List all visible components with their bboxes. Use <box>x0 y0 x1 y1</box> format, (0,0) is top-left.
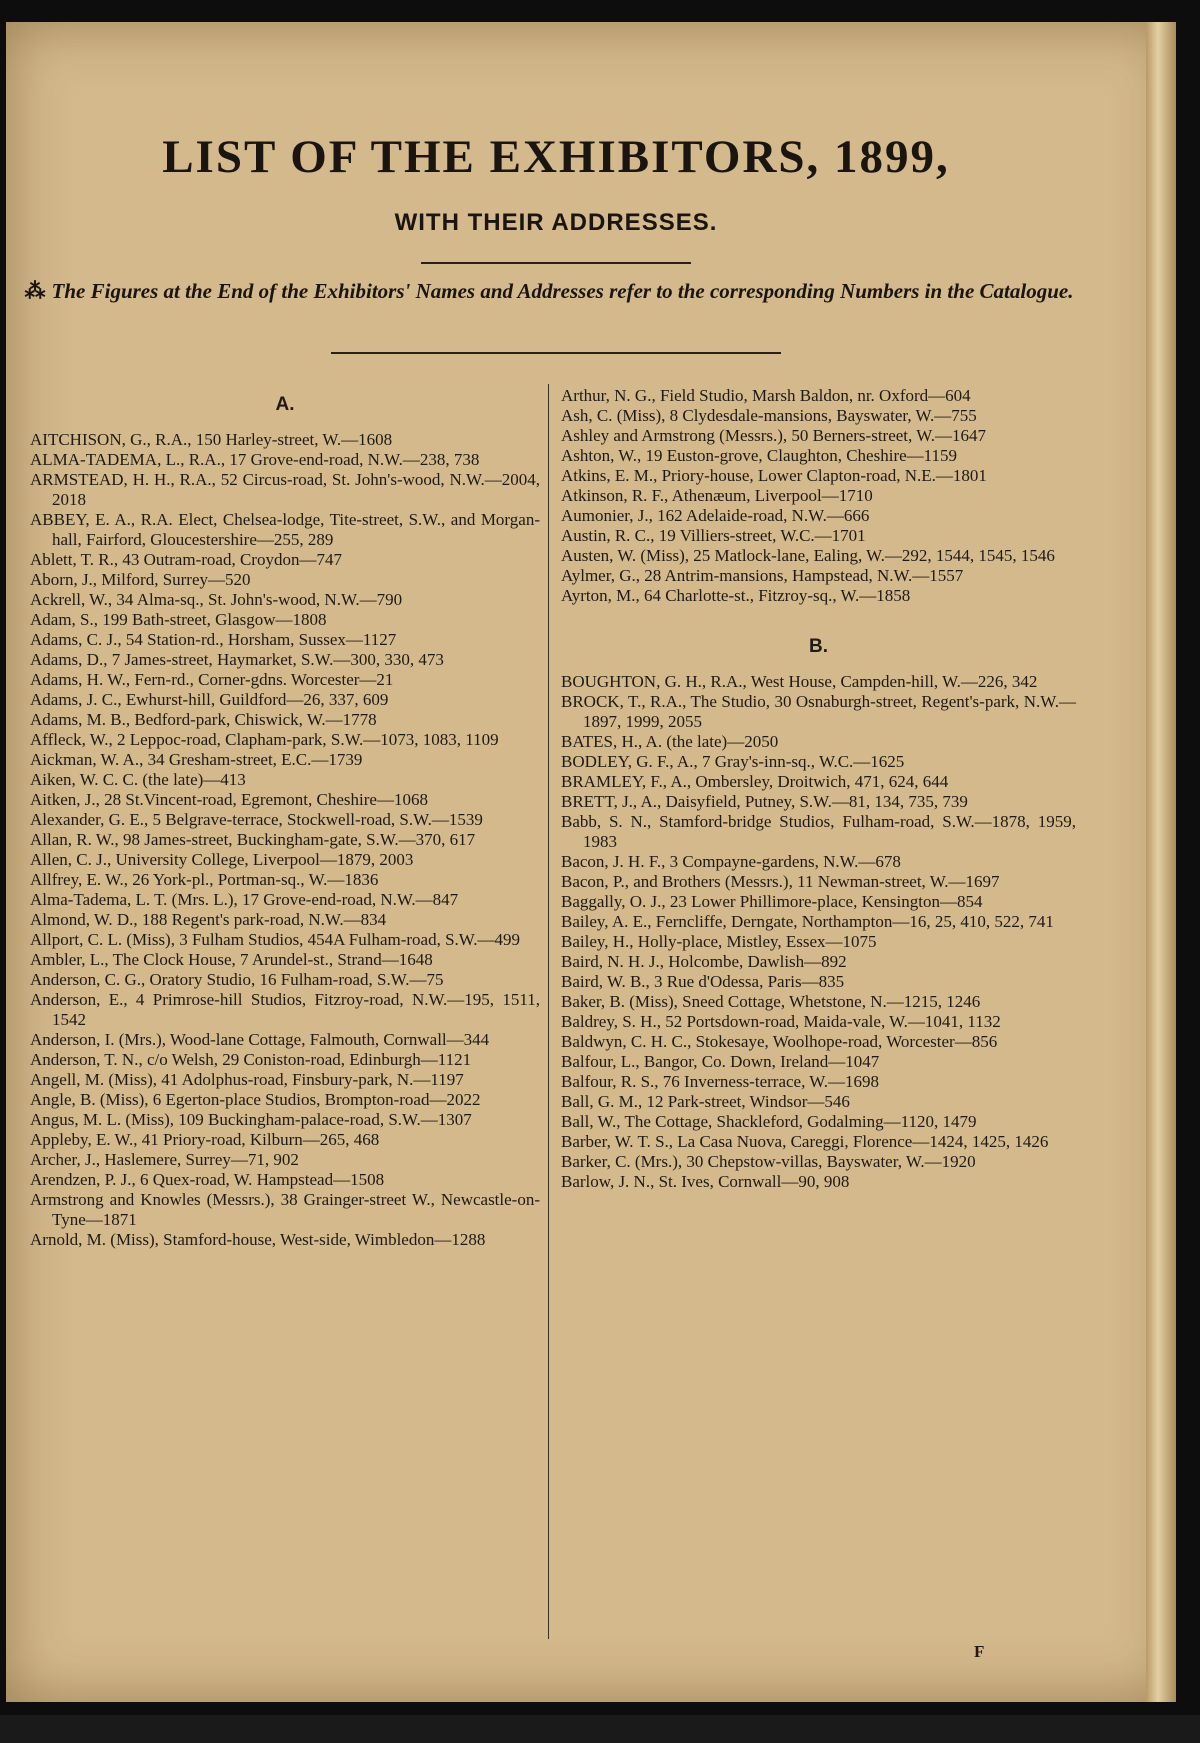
exhibitor-entry: Aickman, W. A., 34 Gresham-street, E.C.—1739 <box>30 750 363 769</box>
exhibitor-entry: Adams, C. J., 54 Station-rd., Horsham, Sussex—1127 <box>30 630 397 649</box>
exhibitor-entry: Baldwyn, C. H. C., Stokesaye, Woolhope-road, Worcester—856 <box>561 1032 998 1051</box>
exhibitor-entry: Anderson, T. N., c/o Welsh, 29 Coniston-road, Edinburgh—1121 <box>30 1050 472 1069</box>
exhibitor-entry: Ambler, L., The Clock House, 7 Arundel-st., Strand—1648 <box>30 950 433 969</box>
exhibitor-entry: BRAMLEY, F., A., Ombersley, Droitwich, 471, 624, 644 <box>561 772 949 791</box>
exhibitor-entry: Ashley and Armstrong (Messrs.), 50 Berners-street, W.—1647 <box>561 426 986 445</box>
exhibitor-entry: Almond, W. D., 188 Regent's park-road, N.W.—834 <box>30 910 387 929</box>
note-rule <box>331 352 781 354</box>
exhibitor-entry: Anderson, C. G., Oratory Studio, 16 Fulham-road, S.W.—75 <box>30 970 444 989</box>
exhibitor-entry: Baird, W. B., 3 Rue d'Odessa, Paris—835 <box>561 972 845 991</box>
exhibitor-entry: AITCHISON, G., R.A., 150 Harley-street, W.—1608 <box>30 430 393 449</box>
left-column <box>30 394 540 1250</box>
exhibitor-list-b <box>561 672 1076 1192</box>
exhibitor-entry: Appleby, E. W., 41 Priory-road, Kilburn—265, 468 <box>30 1130 380 1149</box>
exhibitor-entry: Baggally, O. J., 23 Lower Phillimore-place, Kensington—854 <box>561 892 983 911</box>
exhibitor-entry: Babb, S. N., Stamford-bridge Studios, Fulham-road, S.W.—1878, 1959, 1983 <box>561 812 1076 851</box>
exhibitor-entry: Ash, C. (Miss), 8 Clydesdale-mansions, Bayswater, W.—755 <box>561 406 977 425</box>
exhibitor-entry: Austin, R. C., 19 Villiers-street, W.C.—1701 <box>561 526 866 545</box>
page-title: LIST OF THE EXHIBITORS, 1899, <box>162 131 950 183</box>
exhibitor-entry: Arnold, M. (Miss), Stamford-house, West-side, Wimbledon—1288 <box>30 1230 486 1249</box>
right-column <box>561 386 1076 1192</box>
exhibitor-entry: ALMA-TADEMA, L., R.A., 17 Grove-end-road, N.W.—238, 738 <box>30 450 480 469</box>
exhibitor-entry: Adam, S., 199 Bath-street, Glasgow—1808 <box>30 610 327 629</box>
exhibitor-entry: Balfour, R. S., 76 Inverness-terrace, W.—1698 <box>561 1072 880 1091</box>
exhibitor-entry: Atkinson, R. F., Athenæum, Liverpool—1710 <box>561 486 873 505</box>
exhibitor-entry: Atkins, E. M., Priory-house, Lower Clapton-road, N.E.—1801 <box>561 466 987 485</box>
exhibitor-entry: Bacon, P., and Brothers (Messrs.), 11 Newman-street, W.—1697 <box>561 872 1000 891</box>
exhibitor-entry: Barlow, J. N., St. Ives, Cornwall—90, 908 <box>561 1172 850 1191</box>
asterism-icon: ⁂ <box>24 279 46 303</box>
exhibitor-entry: BRETT, J., A., Daisyfield, Putney, S.W.—81, 134, 735, 739 <box>561 792 968 811</box>
exhibitor-entry: Adams, J. C., Ewhurst-hill, Guildford—26, 337, 609 <box>30 690 389 709</box>
bottom-band <box>0 1715 1200 1743</box>
exhibitor-entry: Aborn, J., Milford, Surrey—520 <box>30 570 251 589</box>
exhibitor-entry: Bailey, A. E., Ferncliffe, Derngate, Northampton—16, 25, 410, 522, 741 <box>561 912 1054 931</box>
exhibitor-entry: Ablett, T. R., 43 Outram-road, Croydon—747 <box>30 550 342 569</box>
exhibitor-entry: Archer, J., Haslemere, Surrey—71, 902 <box>30 1150 299 1169</box>
exhibitor-entry: Ackrell, W., 34 Alma-sq., St. John's-wood, N.W.—790 <box>30 590 403 609</box>
exhibitor-entry: Aiken, W. C. C. (the late)—413 <box>30 770 246 789</box>
catalogue-page <box>6 22 1176 1702</box>
exhibitor-entry: Barker, C. (Mrs.), 30 Chepstow-villas, Bayswater, W.—1920 <box>561 1152 976 1171</box>
section-heading-b: B. <box>809 636 828 657</box>
exhibitor-entry: Allport, C. L. (Miss), 3 Fulham Studios, 454A Fulham-road, S.W.—499 <box>30 930 521 949</box>
exhibitor-entry: Allfrey, E. W., 26 York-pl., Portman-sq., W.—1836 <box>30 870 379 889</box>
exhibitor-entry: Barber, W. T. S., La Casa Nuova, Careggi, Florence—1424, 1425, 1426 <box>561 1132 1049 1151</box>
exhibitor-entry: Angle, B. (Miss), 6 Egerton-place Studios, Brompton-road—2022 <box>30 1090 481 1109</box>
exhibitor-entry: Austen, W. (Miss), 25 Matlock-lane, Ealing, W.—292, 1544, 1545, 1546 <box>561 546 1055 565</box>
exhibitor-entry: Affleck, W., 2 Leppoc-road, Clapham-park, S.W.—1073, 1083, 1109 <box>30 730 499 749</box>
exhibitor-entry: Aitken, J., 28 St.Vincent-road, Egremont, Cheshire—1068 <box>30 790 428 809</box>
exhibitor-list-a-right <box>561 386 1076 606</box>
exhibitor-entry: Adams, D., 7 James-street, Haymarket, S.W.—300, 330, 473 <box>30 650 444 669</box>
catalogue-note <box>24 278 1074 305</box>
exhibitor-entry: BOUGHTON, G. H., R.A., West House, Campden-hill, W.—226, 342 <box>561 672 1038 691</box>
exhibitor-entry: Angus, M. L. (Miss), 109 Buckingham-palace-road, S.W.—1307 <box>30 1110 472 1129</box>
exhibitor-entry: Bacon, J. H. F., 3 Compayne-gardens, N.W.—678 <box>561 852 901 871</box>
exhibitor-entry: Ashton, W., 19 Euston-grove, Claughton, Cheshire—1159 <box>561 446 958 465</box>
page-edge <box>1146 22 1176 1702</box>
exhibitor-entry: Armstrong and Knowles (Messrs.), 38 Grainger-street W., Newcastle-on-Tyne—1871 <box>30 1190 540 1229</box>
exhibitor-entry: Adams, M. B., Bedford-park, Chiswick, W.—1778 <box>30 710 377 729</box>
exhibitor-entry: Balfour, L., Bangor, Co. Down, Ireland—1047 <box>561 1052 880 1071</box>
exhibitor-entry: Ball, G. M., 12 Park-street, Windsor—546 <box>561 1092 850 1111</box>
exhibitor-entry: Arthur, N. G., Field Studio, Marsh Baldon, nr. Oxford—604 <box>561 386 971 405</box>
exhibitor-entry: Baldrey, S. H., 52 Portsdown-road, Maida-vale, W.—1041, 1132 <box>561 1012 1001 1031</box>
exhibitor-entry: ABBEY, E. A., R.A. Elect, Chelsea-lodge, Tite-street, S.W., and Morgan-hall, Fairford, Gloucestershire—255, 289 <box>30 510 540 549</box>
exhibitor-entry: Aylmer, G., 28 Antrim-mansions, Hampstead, N.W.—1557 <box>561 566 964 585</box>
exhibitor-entry: BROCK, T., R.A., The Studio, 30 Osnaburgh-street, Regent's-park, N.W.—1897, 1999, 2055 <box>561 692 1076 731</box>
exhibitor-entry: Alma-Tadema, L. T. (Mrs. L.), 17 Grove-end-road, N.W.—847 <box>30 890 459 909</box>
signature-mark: F <box>974 1642 985 1661</box>
exhibitor-entry: Anderson, I. (Mrs.), Wood-lane Cottage, Falmouth, Cornwall—344 <box>30 1030 490 1049</box>
exhibitor-entry: Aumonier, J., 162 Adelaide-road, N.W.—666 <box>561 506 870 525</box>
exhibitor-entry: Arendzen, P. J., 6 Quex-road, W. Hampstead—1508 <box>30 1170 385 1189</box>
exhibitor-entry: Angell, M. (Miss), 41 Adolphus-road, Finsbury-park, N.—1197 <box>30 1070 464 1089</box>
page-subtitle: WITH THEIR ADDRESSES. <box>394 209 718 236</box>
exhibitor-list-a-left <box>30 430 540 1250</box>
exhibitor-entry: BATES, H., A. (the late)—2050 <box>561 732 779 751</box>
exhibitor-entry: Ayrton, M., 64 Charlotte-st., Fitzroy-sq., W.—1858 <box>561 586 911 605</box>
exhibitor-entry: Adams, H. W., Fern-rd., Corner-gdns. Worcester—21 <box>30 670 394 689</box>
exhibitor-entry: Bailey, H., Holly-place, Mistley, Essex—1075 <box>561 932 877 951</box>
exhibitor-entry: Baird, N. H. J., Holcombe, Dawlish—892 <box>561 952 847 971</box>
column-divider <box>548 384 549 1639</box>
title-rule <box>421 262 691 264</box>
exhibitor-entry: Alexander, G. E., 5 Belgrave-terrace, Stockwell-road, S.W.—1539 <box>30 810 483 829</box>
section-heading-a: A. <box>275 394 295 415</box>
exhibitor-entry: ARMSTEAD, H. H., R.A., 52 Circus-road, St. John's-wood, N.W.—2004, 2018 <box>30 470 540 509</box>
exhibitor-entry: Allan, R. W., 98 James-street, Buckingham-gate, S.W.—370, 617 <box>30 830 476 849</box>
exhibitor-entry: Baker, B. (Miss), Sneed Cottage, Whetstone, N.—1215, 1246 <box>561 992 981 1011</box>
exhibitor-entry: Ball, W., The Cottage, Shackleford, Godalming—1120, 1479 <box>561 1112 977 1131</box>
exhibitor-entry: Anderson, E., 4 Primrose-hill Studios, Fitzroy-road, N.W.—195, 1511, 1542 <box>30 990 540 1029</box>
note-text: The Figures at the End of the Exhibitors' Names and Addresses refer to the corresponding Numbers in the Catalogue. <box>51 279 1074 303</box>
exhibitor-entry: BODLEY, G. F., A., 7 Gray's-inn-sq., W.C.—1625 <box>561 752 905 771</box>
exhibitor-entry: Allen, C. J., University College, Liverpool—1879, 2003 <box>30 850 414 869</box>
